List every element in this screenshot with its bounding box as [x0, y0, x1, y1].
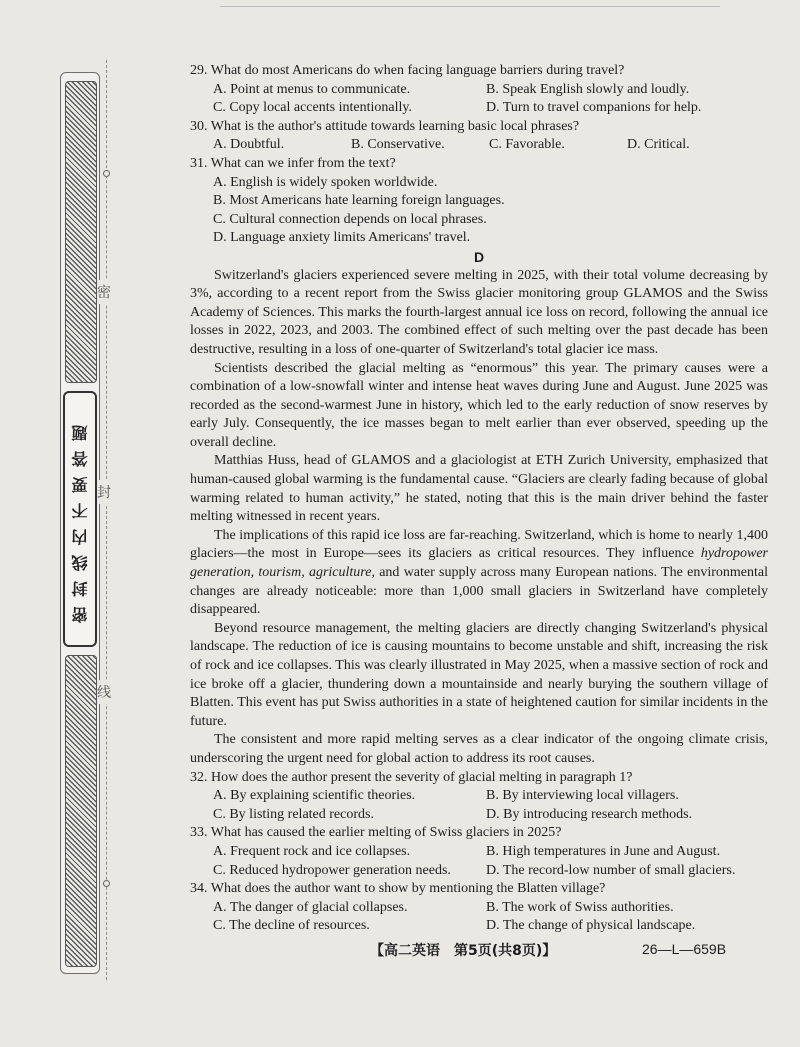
option-29-a[interactable]: A. Point at menus to communicate.: [213, 81, 411, 97]
margin-char-mi: 密: [97, 280, 111, 304]
option-34-d[interactable]: D. The change of physical landscape.: [486, 918, 696, 934]
question-34-options-row1: [190, 899, 768, 918]
option-31-c[interactable]: C. Cultural connection depends on local phrases.: [213, 211, 487, 227]
margin-dot: [103, 170, 110, 177]
question-29-stem: 29. What do most Americans do when facing language barriers during travel?: [190, 63, 625, 78]
passage-paragraph-1: Switzerland's glaciers experienced severe melting in 2025, with their total volume decreasing by 3%, according to a recent report from the Swiss glacier monitoring group GLAMOS and the Swiss Academy of Sciences. This marks the fourth-largest annual ice loss on record, following the annual ice losses in 2022, 2023, and 2003. The combined effect of such melting over the past decade has been destructive, resulting in a loss of one-quarter of Switzerland's total glacier ice mass.: [190, 267, 768, 357]
top-edge-line: [220, 6, 720, 7]
option-32-b[interactable]: B. By interviewing local villagers.: [486, 788, 679, 804]
option-33-c[interactable]: C. Reduced hydropower generation needs.: [213, 862, 451, 878]
option-34-a[interactable]: A. The danger of glacial collapses.: [213, 899, 408, 915]
seal-strip: [60, 72, 100, 974]
option-30-d[interactable]: D. Critical.: [627, 137, 690, 153]
question-34-stem: 34. What does the author want to show by mentioning the Blatten village?: [190, 881, 606, 897]
paragraph-4-text-end: and water supply across many European nations. The environmental changes are already noticeable: more than 1,000 small glaciers in Switzerland have completely disappeared.: [190, 565, 768, 618]
question-32-options-row1: [190, 787, 768, 806]
question-30-stem: 30. What is the author's attitude towards learning basic local phrases?: [190, 118, 580, 134]
question-31-stem: 31. What can we infer from the text?: [190, 155, 396, 171]
seal-hatch-bottom: [65, 655, 97, 967]
passage-paragraph-5: Beyond resource management, the melting glaciers are directly changing Switzerland's physical landscape. The reduction of ice is causing mountains to become unstable and shift, increasing the risk of rock and ice collapses. This was clearly illustrated in May 2025, when a massive section of rock and ice broke off a glacier, thundering down a mountainside and nearly burying the southern village of Blatten. This event has put Swiss authorities in a state of heightened caution for similar incidents in the future.: [190, 620, 768, 729]
margin-char-xian: 线: [97, 680, 111, 704]
question-32-options-row2: [190, 806, 768, 825]
seal-warning-text: 密封线内不要答题: [70, 415, 90, 623]
question-30-options: [190, 136, 768, 155]
question-34-options-row2: [190, 917, 768, 936]
option-30-a[interactable]: A. Doubtful.: [213, 137, 285, 153]
option-29-b[interactable]: B. Speak English slowly and loudly.: [486, 81, 690, 97]
exam-code: 26—L—659B: [642, 941, 727, 957]
question-29-options-row2: [190, 99, 768, 118]
option-33-a[interactable]: A. Frequent rock and ice collapses.: [213, 843, 411, 859]
passage-paragraph-6: The consistent and more rapid melting serves as a clear indicator of the ongoing climate crisis, underscoring the urgent need for global action to address its root causes.: [190, 732, 768, 766]
option-29-d[interactable]: D. Turn to travel companions for help.: [486, 100, 702, 116]
option-33-b[interactable]: B. High temperatures in June and August.: [486, 843, 721, 859]
question-33-options-row2: [190, 862, 768, 881]
paragraph-4-italic-list: hydropower generation, tourism, agriculture,: [190, 546, 768, 581]
option-34-b[interactable]: B. The work of Swiss authorities.: [486, 899, 674, 915]
exam-content: [190, 62, 768, 936]
seal-hatch-top: [65, 81, 97, 383]
question-33-stem: 33. What has caused the earlier melting of Swiss glaciers in 2025?: [190, 825, 562, 841]
seal-label-box: [63, 391, 97, 647]
option-32-c[interactable]: C. By listing related records.: [213, 806, 374, 822]
margin-dot: [103, 880, 110, 887]
option-32-d[interactable]: D. By introducing research methods.: [486, 806, 693, 822]
option-33-d[interactable]: D. The record-low number of small glaciers.: [486, 862, 736, 878]
passage-paragraph-3: Matthias Huss, head of GLAMOS and a glaciologist at ETH Zurich University, emphasized that human-caused global warming is the fundamental cause. “Glaciers are clearly fading because of global warming related to human activity,” he stated, noting that this is the main driver behind the faster melting witnessed in recent years.: [190, 453, 768, 525]
option-31-a[interactable]: A. English is widely spoken worldwide.: [213, 174, 438, 190]
paragraph-4-text-start: The implications of this rapid ice loss are far-reaching. Switzerland, which is home to nearly 1,400 glaciers—the most in Europe—sees its glaciers as critical resources. They influence: [190, 527, 768, 562]
page-footer-label: 【高二英语 第5页(共8页)】: [370, 943, 557, 959]
option-31-b[interactable]: B. Most Americans hate learning foreign languages.: [213, 193, 505, 209]
passage-paragraph-2: Scientists described the glacial melting as “enormous” this year. The primary causes were a combination of a low-snowfall winter and intense heat waves during June and August. June 2025 was recorded as the second-warmest June in history, which led to the early reduction of snow reserves by early July. Consequently, the ice masses began to melt earlier than ever observed, speeding up the overall decline.: [190, 360, 768, 450]
margin-char-feng: 封: [97, 480, 111, 504]
option-30-b[interactable]: B. Conservative.: [351, 137, 445, 153]
option-31-d[interactable]: D. Language anxiety limits Americans' travel.: [213, 230, 471, 246]
passage-paragraph-4: [190, 527, 768, 620]
option-29-c[interactable]: C. Copy local accents intentionally.: [213, 100, 412, 116]
question-32-stem: 32. How does the author present the severity of glacial melting in paragraph 1?: [190, 769, 633, 785]
question-29-options-row1: [190, 81, 768, 100]
option-32-a[interactable]: A. By explaining scientific theories.: [213, 788, 416, 804]
option-34-c[interactable]: C. The decline of resources.: [213, 918, 370, 934]
section-d-heading: D: [473, 248, 485, 265]
seal-dashed-line: [106, 60, 107, 980]
question-33-options-row1: [190, 843, 768, 862]
option-30-c[interactable]: C. Favorable.: [489, 137, 565, 153]
